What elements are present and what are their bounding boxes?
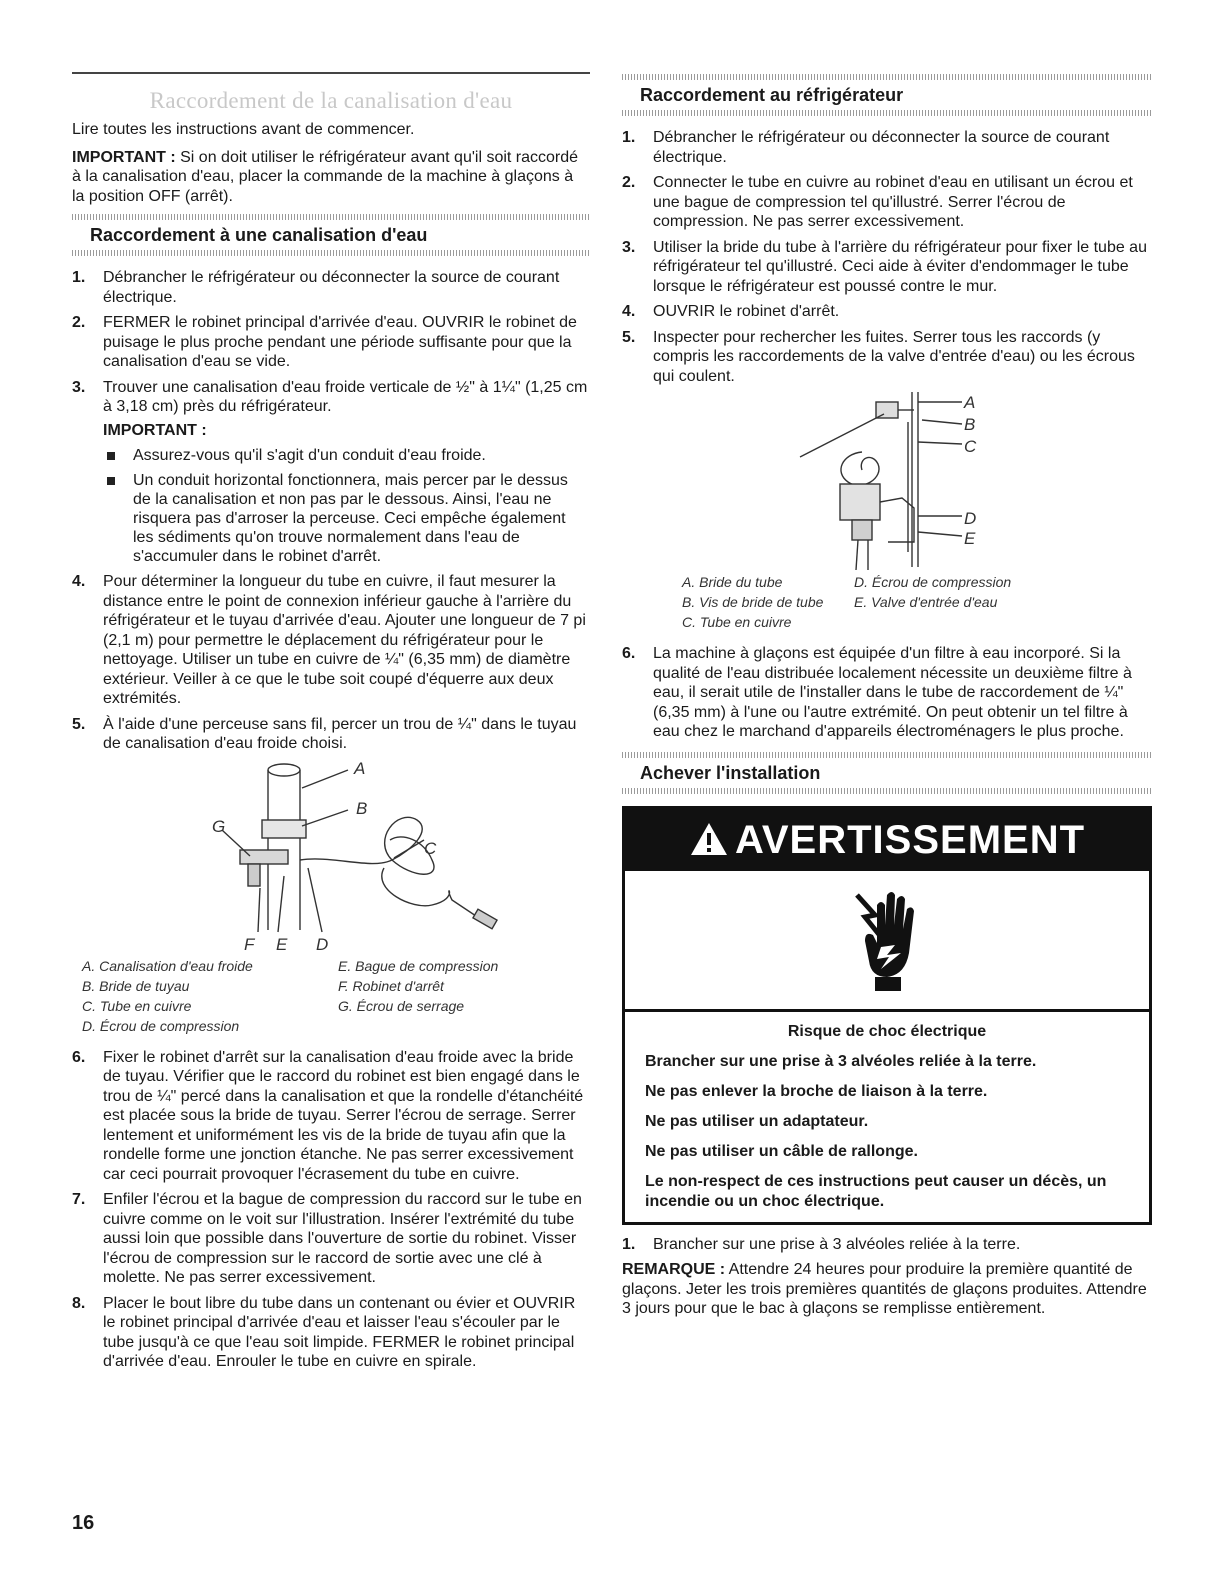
step-item (622, 1235, 1152, 1255)
note-paragraph (622, 1260, 1152, 1319)
bullet-item: Un conduit horizontal fonctionnera, mais percer par le dessus de la canalisation et non pas par le dessous. Ainsi, l'eau ne risquera pas d'arroser la perceuse. Ceci empêche également les sédiments qu'on trouve normalement dans l'eau de s'accumuler dans le robinet d'arrêt. (103, 471, 590, 566)
step-item (72, 268, 590, 307)
step-number: 1. (72, 269, 86, 286)
step-text: OUVRIR le robinet d'arrêt. (653, 303, 840, 320)
figure1-legend (82, 956, 590, 1036)
step-list (72, 268, 590, 754)
step-number: 8. (72, 1294, 86, 1312)
step-number: 3. (622, 238, 636, 256)
warning-line: Ne pas utiliser un adaptateur. (645, 1112, 869, 1130)
callout-f: F (244, 934, 255, 954)
step-item (622, 238, 1152, 297)
right-column (622, 72, 1152, 1327)
warning-header (625, 809, 1149, 871)
note-label: REMARQUE : (622, 1261, 726, 1278)
page-number: 16 (72, 1512, 95, 1534)
step-item (622, 173, 1152, 232)
warning-body (625, 1012, 1149, 1222)
hatch-rule (72, 250, 590, 256)
step-text: Fixer le robinet d'arrêt sur la canalisation d'eau froide avec la bride de tuyau. Vérifier que le raccord du robinet est bien engagé dans le trou de ¼" percé dans la canalisation et que la rondelle d'étanchéité est placée sous la bride de tuyau. Serrer l'écrou de serrage. Serrer lentement et uniformément les vis de la bride de tuyau afin que la rondelle forme une jonction étanche. Ne pas serrer excessivement car ceci pourrait provoquer l'écrasement du tube en cuivre. (103, 1048, 584, 1183)
step-number: 5. (72, 715, 86, 733)
section-title: Achever l'installation (640, 762, 821, 783)
important-label: IMPORTANT : (72, 148, 176, 166)
step-item (622, 128, 1152, 167)
step-list-continued (622, 644, 1152, 742)
figure2-legend (682, 572, 1152, 632)
section-header (622, 752, 1152, 794)
step-text: Connecter le tube en cuivre au robinet d'eau en utilisant un écrou et une bague de compression tel qu'illustré. Serrer l'écrou de compression. Ne pas serrer excessivement. (653, 174, 1133, 230)
warning-header-text: AVERTISSEMENT (734, 817, 1086, 862)
callout-b: B (356, 798, 368, 818)
step-item (72, 572, 590, 709)
final-step-list (622, 1235, 1152, 1255)
warning-line: Ne pas utiliser un câble de rallonge. (645, 1142, 918, 1160)
legend-item (854, 612, 1074, 632)
page-title: Raccordement de la canalisation d'eau (149, 88, 513, 113)
callout-d: D (316, 934, 329, 954)
step-text: FERMER le robinet principal d'arrivée d'eau. OUVRIR le robinet de puisage le plus proche pendant une période suffisante pour que la canalisation d'eau se vide. (103, 314, 577, 370)
step-number: 7. (72, 1191, 86, 1208)
warning-line: Ne pas enlever la broche de liaison à la terre. (645, 1082, 988, 1100)
important-text: Si on doit utiliser le réfrigérateur avant qu'il soit raccordé à la canalisation d'eau, placer la commande de la machine à glaçons à la position OFF (arrêt). (72, 148, 579, 205)
callout-a: A (354, 759, 366, 778)
step-item (72, 1294, 590, 1372)
section-title: Raccordement à une canalisation d'eau (90, 225, 428, 245)
hatch-rule (622, 110, 1152, 116)
warning-triangle-icon (689, 821, 729, 857)
step-number: 4. (622, 303, 636, 320)
legend-item: D. Écrou de compression (854, 574, 1012, 590)
step-item (72, 715, 590, 754)
hatch-rule (622, 752, 1152, 758)
warning-box (622, 806, 1152, 1225)
step-item (622, 644, 1152, 742)
callout-e: E (964, 529, 976, 548)
shock-hazard-icon-box (625, 871, 1149, 1012)
step-text: Placer le bout libre du tube dans un contenant ou évier et OUVRIR le robinet principal d'arrivée d'eau et laisser l'eau s'écouler par le tube jusqu'à ce que l'eau soit limpide. FERMER le robinet principal d'arrivée d'eau. Enrouler le tube en cuivre en spirale. (103, 1294, 576, 1370)
step-number: 2. (622, 174, 636, 191)
legend-item: A. Bride du tube (682, 574, 783, 590)
callout-e: E (276, 934, 288, 954)
warning-line: Le non-respect de ces instructions peut causer un décès, un incendie ou un choc électrique. (645, 1172, 1107, 1210)
step-item (72, 313, 590, 372)
step-number: 2. (72, 314, 86, 331)
step-text: Inspecter pour rechercher les fuites. Serrer tous les raccords (y compris les raccordements de la valve d'entrée d'eau) ou les écrous qui coulent. (653, 328, 1135, 385)
step-number: 4. (72, 573, 86, 590)
intro-text: Lire toutes les instructions avant de commencer. (72, 121, 415, 138)
step-text: Pour déterminer la longueur du tube en cuivre, il faut mesurer la distance entre le point de connexion inférieur gauche à l'arrière du réfrigérateur et le tuyau d'arrivée d'eau. Ajouter une longueur de 7 pi (2,1 m) pour permettre le déplacement du réfrigérateur pour le nettoyage. Utiliser un tube en cuivre de ¼" (6,35 mm) de diamètre extérieur. Veiller à ce que le tube soit coupé d'équerre aux deux extrémités. (103, 573, 586, 707)
section-title: Raccordement au réfrigérateur (640, 85, 904, 105)
warning-line: Brancher sur une prise à 3 alvéoles reliée à la terre. (645, 1052, 1037, 1070)
step-list-continued (72, 1048, 590, 1372)
legend-item: D. Écrou de compression (82, 1017, 240, 1034)
legend-item: E. Bague de compression (338, 957, 499, 974)
step-text: Brancher sur une prise à 3 alvéoles reliée à la terre. (653, 1235, 1021, 1253)
step-text: Débrancher le réfrigérateur ou déconnecter la source de courant électrique. (103, 269, 560, 306)
legend-item: G. Écrou de serrage (338, 997, 465, 1014)
step-text: À l'aide d'une perceuse sans fil, percer un trou de ¼" dans le tuyau de canalisation d'eau froide choisi. (103, 715, 577, 752)
top-rule (72, 72, 590, 74)
section-header (72, 214, 590, 256)
bullet-item: Assurez-vous qu'il s'agit d'un conduit d'eau froide. (103, 446, 590, 465)
callout-g: G (212, 816, 226, 836)
bullet-list (103, 446, 590, 566)
warning-title: Risque de choc électrique (787, 1022, 987, 1040)
legend-item: C. Tube en cuivre (82, 997, 192, 1014)
legend-item: B. Vis de bride de tube (682, 594, 824, 610)
important-note (72, 148, 590, 207)
step-list (622, 128, 1152, 386)
section-header (622, 74, 1152, 116)
step-number: 5. (622, 328, 636, 346)
legend-item: A. Canalisation d'eau froide (82, 957, 253, 974)
hatch-rule (622, 74, 1152, 80)
step-item (72, 378, 590, 567)
step-item (72, 1048, 590, 1185)
shutoff-valve-illustration (72, 760, 590, 956)
legend-item: B. Bride de tuyau (82, 977, 190, 994)
step-text: Enfiler l'écrou et la bague de compression du raccord sur le tube en cuivre comme on le voit sur l'illustration. Insérer l'extrémité du tube aussi loin que possible dans l'ouverture de sortie du robinet. Visser l'écrou de compression sur le raccord de sortie avec une clé à molette. Ne pas serrer excessivement. (103, 1191, 582, 1286)
step-text: La machine à glaçons est équipée d'un filtre à eau incorporé. Si la qualité de l'eau distribuée localement nécessite un deuxième filtre à eau, il serait utile de l'installer dans le tube de raccordement de ¼" (6,35 mm) à l'une ou l'autre extrémité. On peut obtenir un tel filtre à eau chez le marchand d'appareils électroménagers le plus proche. (653, 645, 1132, 740)
step-number: 6. (72, 1048, 86, 1066)
legend-item (338, 1016, 578, 1036)
hatch-rule (622, 788, 1152, 794)
step-text: Trouver une canalisation d'eau froide verticale de ½" à 1¼" (1,25 cm à 3,18 cm) près du réfrigérateur. (103, 378, 588, 415)
legend-item: C. Tube en cuivre (682, 614, 792, 630)
water-valve-figure (622, 392, 1152, 572)
left-column (72, 72, 590, 1378)
step-item (622, 328, 1152, 387)
step-text: Débrancher le réfrigérateur ou déconnecter la source de courant électrique. (653, 129, 1110, 166)
step-number: 6. (622, 645, 636, 662)
note-text: Attendre 24 heures pour produire la première quantité de glaçons. Jeter les trois premières quantités de glaçons produites. Attendre 3 jours pour que le bac à glaçons se remplisse entièrement. (622, 1261, 1147, 1317)
callout-a: A (964, 393, 976, 412)
step-item (622, 302, 1152, 322)
electric-shock-hand-icon (847, 885, 927, 995)
step-number: 3. (72, 378, 86, 396)
callout-c: C (964, 437, 977, 456)
legend-item: F. Robinet d'arrêt (338, 977, 444, 994)
step-text: Utiliser la bride du tube à l'arrière du réfrigérateur pour fixer le tube au réfrigérateur tel qu'illustré. Ceci aide à éviter d'endommager le tube lorsque le réfrigérateur est poussé contre le mur. (653, 238, 1147, 295)
hatch-rule (72, 214, 590, 220)
step-number: 1. (622, 1235, 636, 1253)
water-valve-illustration (622, 392, 1152, 572)
step-item (72, 1190, 590, 1288)
step3-important-label: IMPORTANT : (103, 421, 207, 439)
callout-b: B (964, 415, 976, 434)
legend-item: E. Valve d'entrée d'eau (854, 594, 998, 610)
shutoff-valve-figure (72, 760, 590, 956)
callout-c: C (424, 838, 437, 858)
callout-d: D (964, 509, 977, 528)
step-number: 1. (622, 129, 636, 146)
